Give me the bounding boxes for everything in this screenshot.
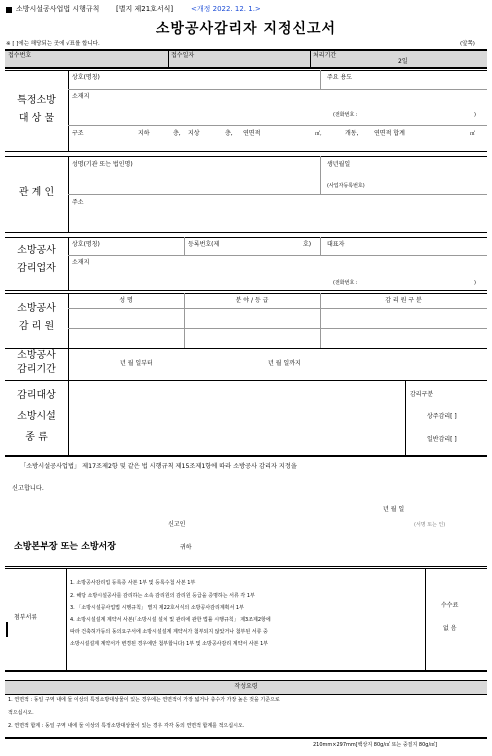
supervisor-type-header: 감 리 원 구 분 xyxy=(385,297,422,304)
above-ground-label: 지상 xyxy=(188,130,200,137)
processing-period-label: 처리기간 xyxy=(313,52,337,59)
reporter-label: 신고인 xyxy=(168,521,186,528)
guide-item: 적으십시오. xyxy=(8,710,34,716)
guide-item: 1. 연면적 : 동일 구역 내에 둘 이상의 특정소방대상물이 있는 경우에는 연면적이 가장 넓거나 층수가 가장 높은 것을 기준으로 xyxy=(8,697,280,703)
firm-reg-label: 등록번호(제 xyxy=(188,241,220,248)
structure-label: 구조 xyxy=(72,130,84,137)
party-birth-label: 생년월일 xyxy=(327,161,351,168)
supervisor-name-header: 성 명 xyxy=(119,297,133,304)
attachment-item: 1. 소방공사감리업 등록증 사본 1부 및 등록수첩 사본 1부 xyxy=(70,580,196,586)
signature-label: (서명 또는 인) xyxy=(414,522,446,528)
period-from: 년 월 일부터 xyxy=(120,360,153,367)
firm-name-label: 상호(명칭) xyxy=(72,241,100,248)
total-area-label: 연면적 합계 xyxy=(374,130,405,137)
area-label: 연면적 xyxy=(243,130,261,137)
attachment-item: 4. 소방시설설계 계약서 사본(「소방시설 설치 및 관리에 관한 법률 시행규칙」 제3조제2항에 xyxy=(70,617,271,623)
party-section-label: 관 계 인 xyxy=(18,187,55,198)
recipient-suffix: 귀하 xyxy=(180,544,192,551)
square-bullet-icon xyxy=(6,7,12,13)
target-usage-label: 주요 용도 xyxy=(327,74,353,81)
target-section-label: 특정소방 대 상 물 xyxy=(17,95,56,124)
guide-item: 2. 연면적 합계 : 동일 구역 내에 둘 이상의 특정소방대상물이 있는 경우 각각 동의 연면적 합계를 적으십시오. xyxy=(8,723,245,729)
form-number: [별지 제21호서식] xyxy=(116,5,174,13)
receipt-date-label: 접수일자 xyxy=(171,52,195,59)
area-unit: ㎡, xyxy=(315,131,322,137)
target-address-label: 소재지 xyxy=(72,93,90,100)
resident-supervision-checkbox[interactable]: 상주감리[ ] xyxy=(427,413,457,420)
party-address-label: 주소 xyxy=(72,199,84,206)
supervision-type-label: 감리구분 xyxy=(410,391,434,398)
revision-note: <개정 2022. 12. 1.> xyxy=(191,5,261,13)
receipt-number-label: 접수번호 xyxy=(8,52,32,59)
declaration-text: 「소방시설공사업법」 제17조제2항 및 같은 법 시행규칙 제15조제1항에 따라 소방공사 감리자 지정을 xyxy=(20,463,297,470)
attachment-item: 따라 건축허가등의 동의요구서에 소방시설설계 계약서가 첨부되지 않았거나 첨부된 서류 중 xyxy=(70,629,268,635)
above-ground-unit: 층, xyxy=(225,130,233,137)
page-title: 소방공사감리자 지정신고서 xyxy=(155,21,337,37)
law-name: 소방시설공사업법 시행규칙 xyxy=(16,5,100,13)
firm-phone-label: (전화번호 : xyxy=(333,280,358,286)
firm-reg-suffix: 호) xyxy=(303,241,312,248)
guide-title: 작성요령 xyxy=(234,683,258,690)
firm-address-label: 소재지 xyxy=(72,259,90,266)
target-phone-label: (전화번호 : xyxy=(333,112,358,118)
facility-section-label: 감리대상 소방시설 종 류 xyxy=(17,390,56,443)
declaration-text-end: 신고합니다. xyxy=(12,485,44,492)
fee-label: 수수료 xyxy=(441,602,459,609)
declaration-date: 년 월 일 xyxy=(383,506,405,513)
target-phone-close: ) xyxy=(474,112,476,118)
receipt-row xyxy=(5,50,487,67)
attachment-item: 2. 해당 소방시설공사를 감리하는 소속 감리원의 감리원 등급을 증명하는 서류 각 1부 xyxy=(70,593,255,599)
paper-spec-footer: 210mm×297mm[백상지 80g/㎡ 또는 중질지 80g/㎡] xyxy=(313,742,438,748)
general-supervision-checkbox[interactable]: 일반감리[ ] xyxy=(427,436,457,443)
attachments-label: 첨부서류 xyxy=(14,614,38,621)
supervisor-section-label: 소방공사 감 리 원 xyxy=(17,303,56,332)
form-header xyxy=(6,5,486,17)
period-section-label: 소방공사 감리기간 xyxy=(17,350,56,375)
recipient: 소방본부장 또는 소방서장 xyxy=(14,542,116,552)
firm-section-label: 소방공사 감리업자 xyxy=(17,245,56,274)
attachment-item: 소방시설설계 계약서가 변경된 경우에만 첨부합니다) 1부 및 소방공사감리 계약서 사본 1부 xyxy=(70,641,269,647)
building-count-label: 개동, xyxy=(345,130,359,137)
page-side-note: (앞쪽) xyxy=(460,41,475,47)
firm-phone-close: ) xyxy=(474,280,476,286)
underground-unit: 층, xyxy=(173,130,181,137)
target-name-label: 상호(명칭) xyxy=(72,74,100,81)
period-to: 년 월 일까지 xyxy=(268,360,301,367)
cursor-bar xyxy=(6,622,8,637)
firm-rep-label: 대표자 xyxy=(327,241,345,248)
total-area-unit: ㎡ xyxy=(470,131,476,137)
instruction-note: ※ [ ]에는 해당되는 곳에 √표를 합니다. xyxy=(6,41,100,47)
party-biz-reg-label: (사업자등록번호) xyxy=(327,183,365,189)
supervisor-field-header: 분 야 / 등 급 xyxy=(235,297,269,304)
processing-period-value: 2일 xyxy=(398,58,408,65)
attachment-item: 3. 「소방시설공사업법 시행규칙」 별지 제22호서식의 소방공사감리계획서 1부 xyxy=(70,605,244,611)
party-name-label: 성명(기관 또는 법인명) xyxy=(72,161,133,168)
fee-value: 없 음 xyxy=(443,625,457,632)
underground-label: 지하 xyxy=(138,130,150,137)
